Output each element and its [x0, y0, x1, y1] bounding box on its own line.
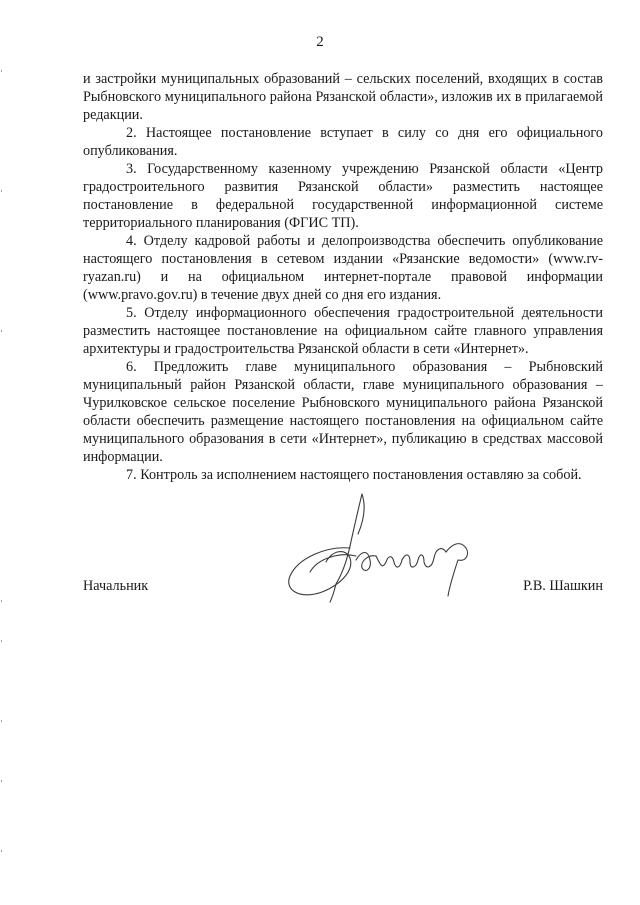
paragraph-6: 6. Предложить главе муниципального образования – Рыбновский муниципальный район Рязанской области, главе муниципального образования – Чурилковское сельское поселение Рыбновского муниципального района Рязанской области обеспечить размещение настоящего постановления на официальном сайте муниципального образования в сети «Интернет», публикацию в средствах массовой информации.: [83, 359, 603, 465]
paragraph-2: 2. Настоящее постановление вступает в силу со дня его официального опубликования.: [83, 125, 603, 159]
paragraph-continuation: и застройки муниципальных образований – сельских поселений, входящих в состав Рыбновского муниципального района Рязанской области», изложив их в прилагаемой редакции.: [83, 71, 603, 123]
paragraph-5: 5. Отделу информационного обеспечения градостроительной деятельности разместить настоящее постановление на официальном сайте главного управления архитектуры и градостроительства Рязанской области в сети «Интернет».: [83, 305, 603, 357]
page-number: 2: [316, 34, 324, 50]
paragraph-7: 7. Контроль за исполнением настоящего постановления оставляю за собой.: [126, 467, 582, 483]
paragraph-4: 4. Отделу кадровой работы и делопроизводства обеспечить опубликование настоящего постановления в сетевом издании «Рязанские ведомости» (www.rv-ryazan.ru) и на официальном интернет-портале правовой информации (www.pravo.gov.ru) в течение двух дней со дня его издания.: [83, 233, 603, 303]
document-body: [83, 70, 603, 484]
handwritten-signature: [270, 488, 480, 606]
signatory-name: Р.В. Шашкин: [523, 578, 603, 594]
paragraph-3: 3. Государственному казенному учреждению Рязанской области «Центр градостроительного развития Рязанской области» разместить настоящее постановление в федеральной государственной информационной системе территориального планирования (ФГИС ТП).: [83, 161, 603, 231]
signatory-title: Начальник: [83, 578, 149, 594]
scan-margin-marks: [0, 0, 4, 905]
